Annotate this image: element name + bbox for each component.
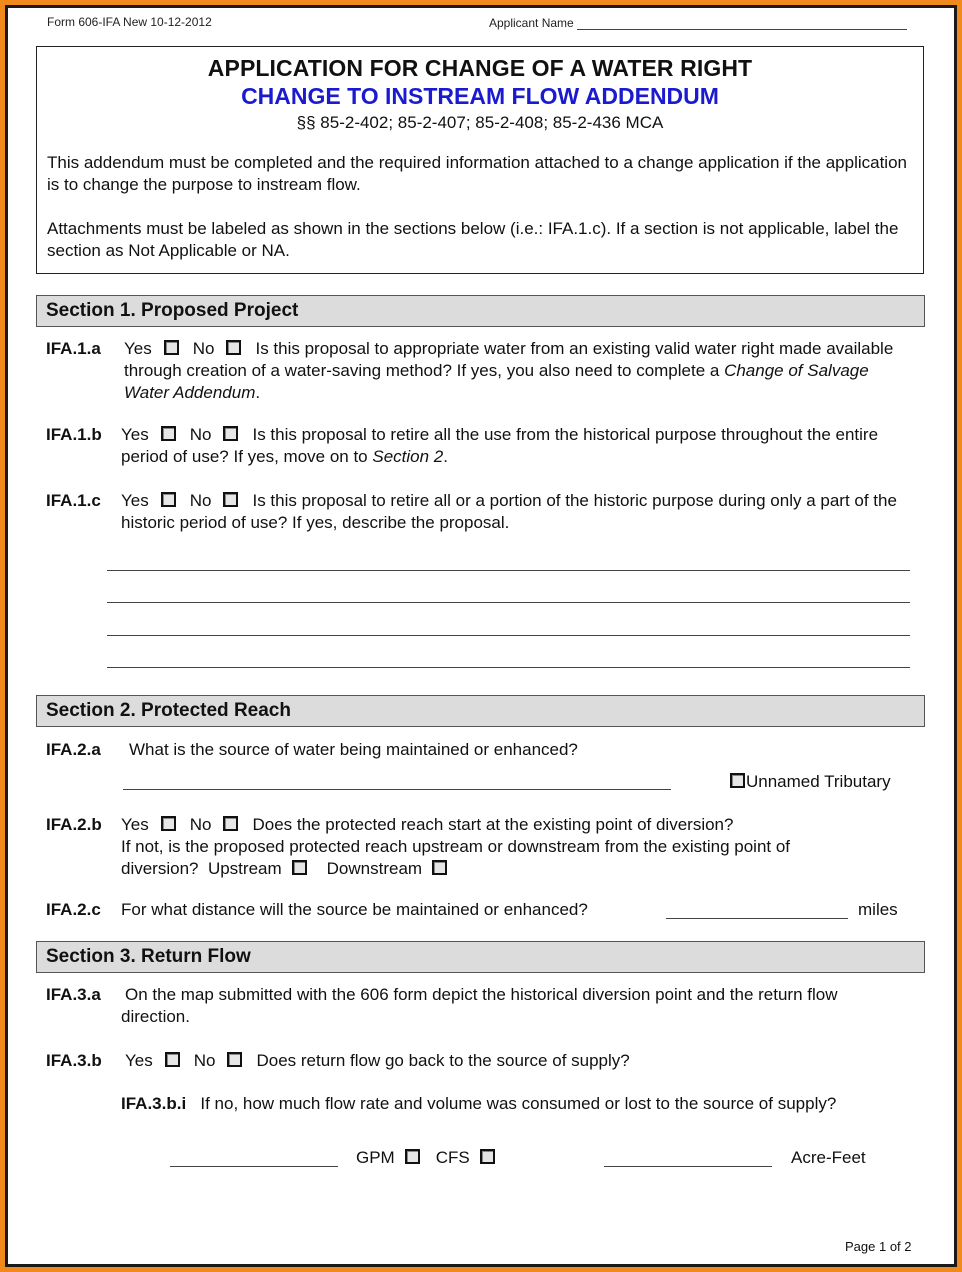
document-page — [8, 8, 954, 1264]
flow-rate-units — [356, 1147, 501, 1169]
yes-label: Yes — [121, 425, 149, 444]
yes-checkbox[interactable] — [161, 816, 176, 831]
flow-rate-input[interactable] — [170, 1149, 338, 1167]
no-checkbox[interactable] — [227, 1052, 242, 1067]
question-id: IFA.3.a — [46, 985, 101, 1004]
no-checkbox[interactable] — [223, 426, 238, 441]
downstream-checkbox[interactable] — [432, 860, 447, 875]
description-line-2[interactable] — [107, 588, 910, 603]
gpm-label: GPM — [356, 1148, 395, 1167]
upstream-label: Upstream — [207, 859, 282, 878]
question-followup-text: If not, is the proposed protected reach upstream or downstream from the existing point of diversion? — [121, 837, 791, 878]
punctuation: . — [443, 447, 448, 466]
description-line-3[interactable] — [107, 621, 910, 636]
yes-checkbox[interactable] — [161, 492, 176, 507]
yes-checkbox[interactable] — [164, 340, 179, 355]
intro-paragraph-1: This addendum must be completed and the required information attached to a change application if the application is to change the purpose to instream flow. — [47, 153, 907, 194]
section-3-header: Section 3. Return Flow — [36, 941, 925, 973]
question-id: IFA.1.c — [46, 491, 101, 510]
upstream-checkbox[interactable] — [292, 860, 307, 875]
question-id: IFA.3.b — [46, 1051, 102, 1070]
question-text: Does return flow go back to the source of supply? — [256, 1051, 630, 1070]
acre-feet-unit: Acre-Feet — [791, 1148, 866, 1167]
no-label: No — [193, 1051, 216, 1070]
title-box — [36, 46, 924, 274]
question-text: Is this proposal to retire all or a portion of the historic purpose during only a part of the historic period of use? If yes, describe the proposal. — [121, 491, 897, 532]
question-text: For what distance will the source be maintained or enhanced? — [121, 900, 588, 919]
section-2-header: Section 2. Protected Reach — [36, 695, 925, 727]
question-id: IFA.2.b — [46, 815, 102, 834]
unnamed-tributary-label: Unnamed Tributary — [746, 772, 891, 791]
question-text: Does the protected reach start at the existing point of diversion? — [252, 815, 734, 834]
yes-label: Yes — [121, 491, 149, 510]
distance-input[interactable] — [666, 901, 848, 919]
page-number: Page 1 of 2 — [845, 1239, 912, 1254]
question-id: IFA.3.b.i — [121, 1094, 187, 1113]
no-checkbox[interactable] — [223, 492, 238, 507]
question-id: IFA.1.a — [46, 339, 101, 358]
yes-label: Yes — [124, 339, 152, 358]
description-line-4[interactable] — [107, 653, 910, 668]
yes-checkbox[interactable] — [161, 426, 176, 441]
question-text: Is this proposal to retire all the use from the historical purpose throughout the entire period of use? If yes, move on to — [121, 425, 879, 466]
salvage-addendum-reference: Change of Salvage Water Addendum — [124, 361, 869, 402]
intro-paragraph-2: Attachments must be labeled as shown in the sections below (i.e.: IFA.1.c). If a section is not applicable, label the section as Not Applicable or NA. — [47, 219, 899, 260]
question-text: What is the source of water being maintained or enhanced? — [129, 740, 578, 759]
no-checkbox[interactable] — [223, 816, 238, 831]
yes-checkbox[interactable] — [165, 1052, 180, 1067]
form-id: Form 606-IFA New 10-12-2012 — [47, 15, 212, 29]
applicant-name-input[interactable] — [577, 17, 907, 30]
page-subtitle: CHANGE TO INSTREAM FLOW ADDENDUM — [241, 83, 719, 109]
applicant-name-field — [489, 16, 907, 30]
question-id: IFA.1.b — [46, 425, 102, 444]
applicant-name-label: Applicant Name — [489, 16, 574, 30]
unnamed-tributary-checkbox[interactable] — [730, 773, 745, 788]
unnamed-tributary-option — [730, 771, 891, 793]
no-label: No — [192, 339, 215, 358]
question-id: IFA.2.c — [46, 900, 101, 919]
punctuation: . — [255, 383, 261, 402]
miles-unit: miles — [858, 900, 898, 919]
question-text: If no, how much flow rate and volume was consumed or lost to the source of supply? — [200, 1094, 837, 1113]
water-source-input[interactable] — [123, 772, 671, 790]
yes-label: Yes — [125, 1051, 153, 1070]
no-label: No — [189, 491, 212, 510]
question-text: On the map submitted with the 606 form depict the historical diversion point and the return flow direction. — [121, 985, 838, 1026]
yes-label: Yes — [121, 815, 149, 834]
volume-input[interactable] — [604, 1149, 772, 1167]
cfs-checkbox[interactable] — [480, 1149, 495, 1164]
downstream-label: Downstream — [326, 859, 423, 878]
question-text: Is this proposal to appropriate water from an existing valid water right made available through creation of a water-saving method? If yes, you also need to complete a — [124, 339, 894, 380]
no-label: No — [189, 815, 212, 834]
question-id: IFA.2.a — [46, 740, 101, 759]
cfs-label: CFS — [435, 1148, 470, 1167]
no-label: No — [189, 425, 212, 444]
question-ifa-3bi — [121, 1093, 881, 1115]
page-title: APPLICATION FOR CHANGE OF A WATER RIGHT — [207, 55, 753, 81]
statute-references: §§ 85-2-402; 85-2-407; 85-2-408; 85-2-436 MCA — [296, 113, 664, 132]
gpm-checkbox[interactable] — [405, 1149, 420, 1164]
no-checkbox[interactable] — [226, 340, 241, 355]
section-1-header: Section 1. Proposed Project — [36, 295, 925, 327]
section-2-reference: Section 2 — [372, 447, 444, 466]
description-line-1[interactable] — [107, 556, 910, 571]
